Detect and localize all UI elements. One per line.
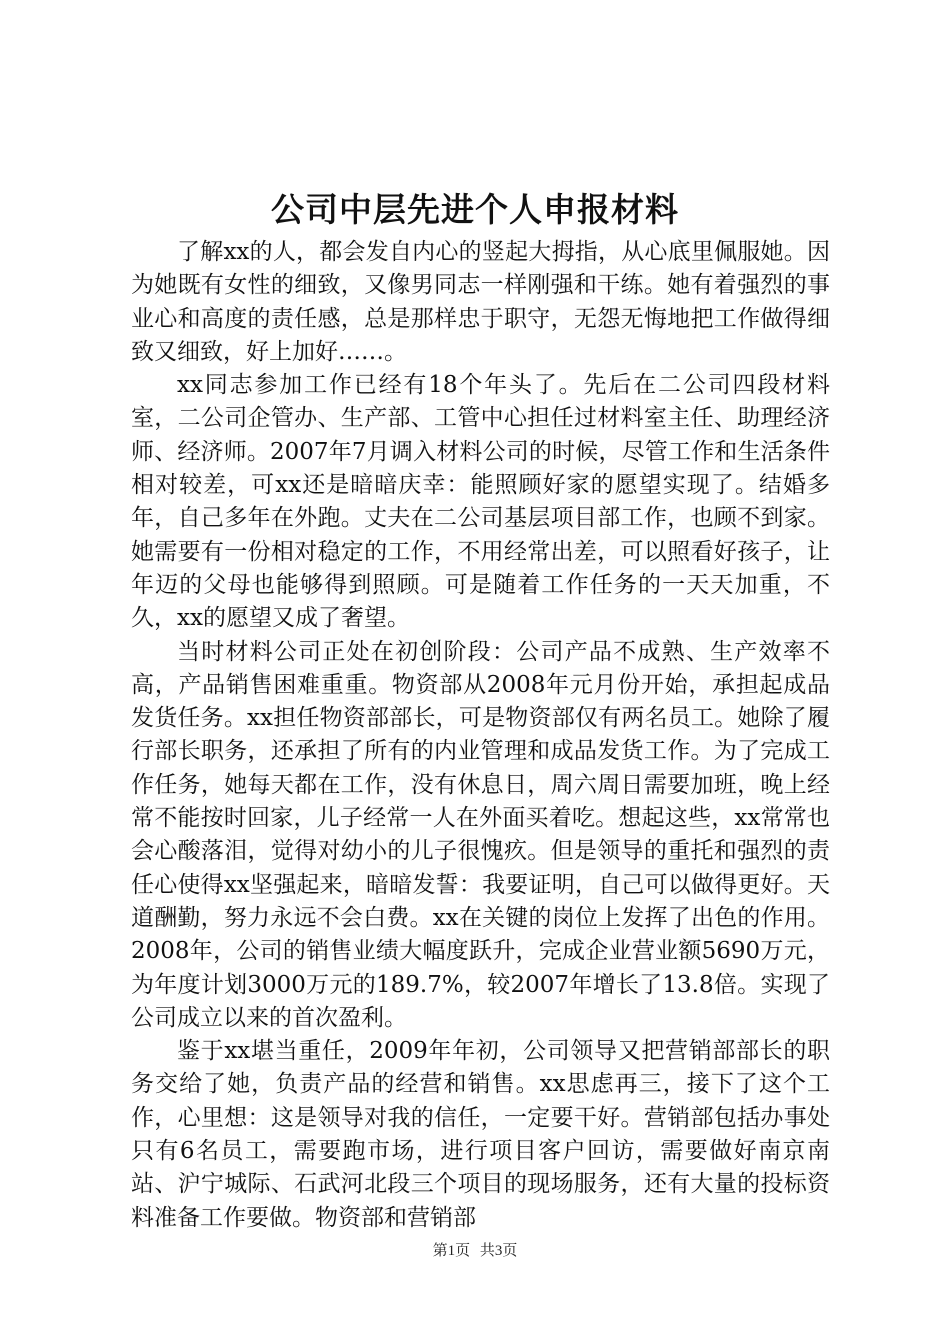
paragraph-2: xx同志参加工作已经有18个年头了。先后在二公司四段材料室，二公司企管办、生产部、工管中心担任过材料室主任、助理经济师、经济师。2007年7月调入材料公司的时候，尽管工作和生活条件相对较差，可xx还是暗暗庆幸：能照顾好家的愿望实现了。结婚多年，自己多年在外跑。丈夫在二公司基层项目部工作，也顾不到家。她需要有一份相对稳定的工作，不用经常出差，可以照看好孩子，让年迈的父母也能够得到照顾。可是随着工作任务的一天天加重，不久，xx的愿望又成了奢望。 [131,372,830,632]
page-total: 共3页 [479,1243,518,1259]
page-number: 第1页 [432,1243,471,1259]
paragraph-1: 了解xx的人，都会发自内心的竖起大拇指，从心底里佩服她。因为她既有女性的细致，又像男同志一样刚强和干练。她有着强烈的事业心和高度的责任感，总是那样忠于职守，无怨无悔地把工作做得细致又细致，好上加好……。 [131,239,830,365]
paragraph-3: 当时材料公司正处在初创阶段：公司产品不成熟、生产效率不高，产品销售困难重重。物资部从2008年元月份开始，承担起成品发货任务。xx担任物资部部长，可是物资部仅有两名员工。她除了履行部长职务，还承担了所有的内业管理和成品发货工作。为了完成工作任务，她每天都在工作，没有休息日，周六周日需要加班，晚上经常不能按时回家，儿子经常一人在外面买着吃。想起这些，xx常常也会心酸落泪，觉得对幼小的儿子很愧疚。但是领导的重托和强烈的责任心使得xx坚强起来，暗暗发誓：我要证明，自己可以做得更好。天道酬勤，努力永远不会白费。xx在关键的岗位上发挥了出色的作用。2008年，公司的销售业绩大幅度跃升，完成企业营业额5690万元，为年度计划3000万元的189.7%，较2007年增长了13.8倍。实现了公司成立以来的首次盈利。 [131,638,830,1031]
document-body [131,236,830,1235]
document-title: 公司中层先进个人申报材料 [271,190,679,229]
paragraph-4: 鉴于xx堪当重任，2009年年初，公司领导又把营销部部长的职务交给了她，负责产品的经营和销售。xx思虑再三，接下了这个工作，心里想：这是领导对我的信任，一定要干好。营销部包括办事处只有6名员工，需要跑市场，进行项目客户回访，需要做好南京南站、沪宁城际、石武河北段三个项目的现场服务，还有大量的投标资料准备工作要做。物资部和营销部 [131,1038,830,1231]
page-footer [0,1241,950,1261]
